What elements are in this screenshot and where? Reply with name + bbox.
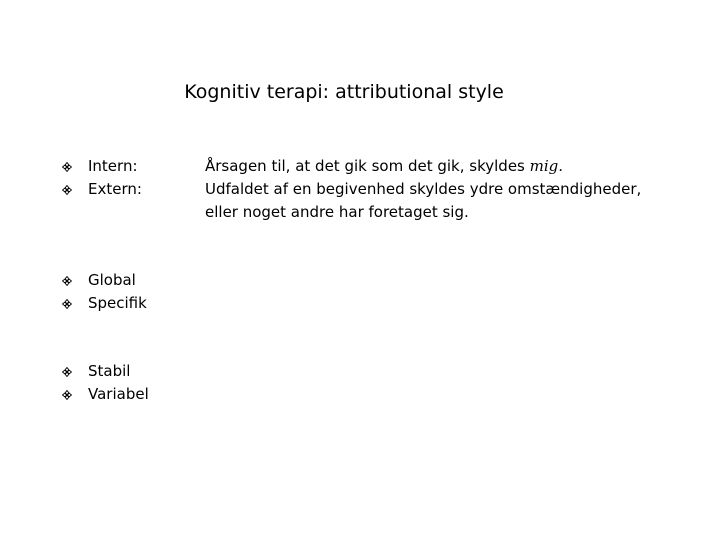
diamond-quad-icon — [62, 390, 72, 400]
bullet-label: Specifik — [88, 294, 147, 312]
definitions — [205, 155, 705, 224]
bullet-group-scope — [62, 269, 147, 315]
bullet-item-intern — [62, 155, 142, 178]
bullet-group-stability — [62, 360, 149, 406]
definition-extern-line2: eller noget andre har foretaget sig. — [205, 203, 469, 221]
diamond-quad-icon — [62, 185, 72, 195]
definition-intern-emphasis: mig. — [529, 157, 564, 175]
bullet-group-locus — [62, 155, 142, 201]
bullet-item-global — [62, 269, 147, 292]
bullet-item-variabel — [62, 383, 149, 406]
definition-intern — [205, 155, 705, 178]
bullet-label: Extern: — [88, 180, 142, 198]
definition-intern-text: Årsagen til, at det gik som det gik, skyldes — [205, 157, 530, 175]
slide-title: Kognitiv terapi: attributional style — [184, 81, 504, 103]
diamond-quad-icon — [62, 299, 72, 309]
bullet-item-stabil — [62, 360, 149, 383]
bullet-label: Stabil — [88, 362, 131, 380]
diamond-quad-icon — [62, 276, 72, 286]
bullet-item-specifik — [62, 292, 147, 315]
bullet-label: Global — [88, 271, 136, 289]
diamond-quad-icon — [62, 162, 72, 172]
bullet-label: Variabel — [88, 385, 149, 403]
bullet-item-extern — [62, 178, 142, 201]
bullet-label: Intern: — [88, 157, 138, 175]
diamond-quad-icon — [62, 367, 72, 377]
definition-extern-line1: Udfaldet af en begivenhed skyldes ydre omstændigheder, — [205, 180, 642, 198]
